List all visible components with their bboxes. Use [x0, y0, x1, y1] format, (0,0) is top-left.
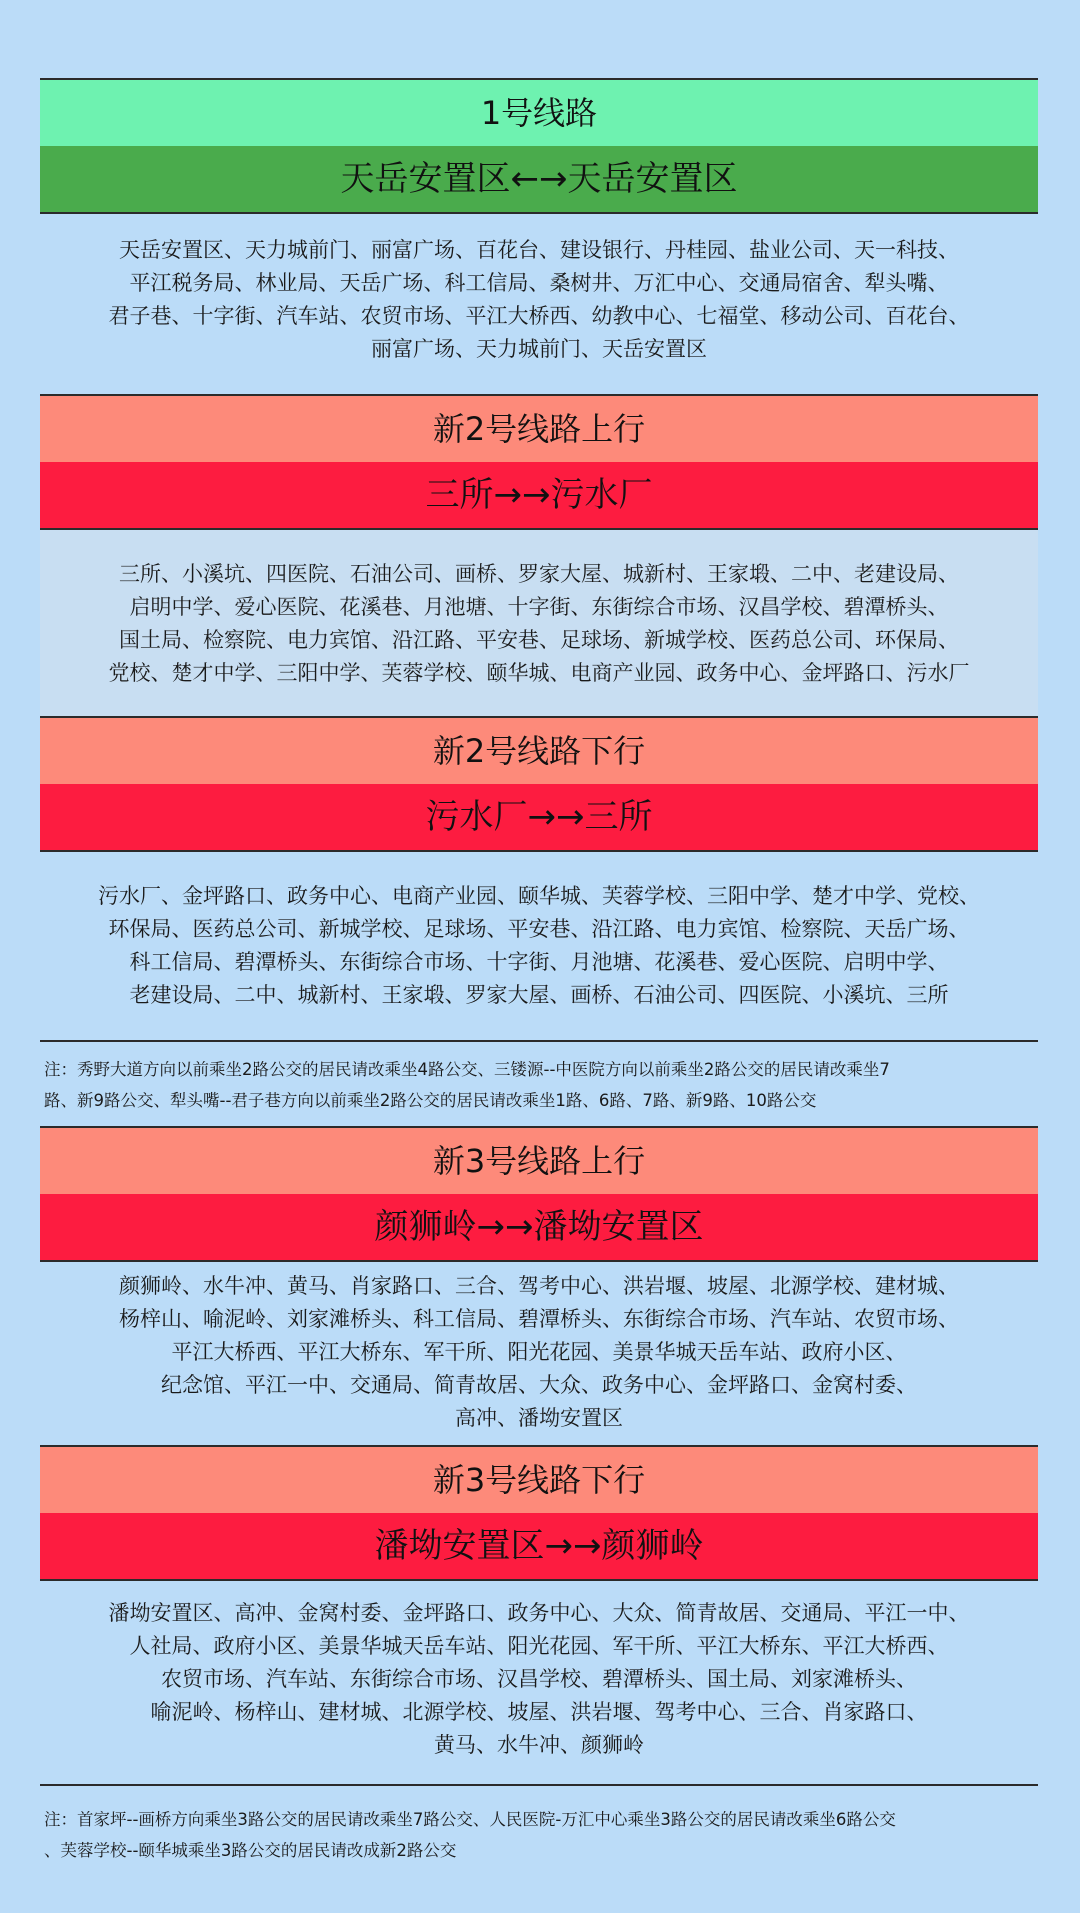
line2-down-route: 污水厂→→三所: [40, 784, 1038, 852]
line3-down-route: 潘坳安置区→→颜狮岭: [40, 1513, 1038, 1581]
stops-line: 环保局、医药总公司、新城学校、足球场、平安巷、沿江路、电力宾馆、检察院、天岳广场、: [108, 917, 970, 941]
stops-line: 国土局、检察院、电力宾馆、沿江路、平安巷、足球场、新城学校、医药总公司、环保局、: [119, 628, 959, 652]
line3-note: [40, 1784, 1038, 1876]
line1-route: 天岳安置区←→天岳安置区: [40, 146, 1038, 214]
note-line: 路、新9路公交、犁头嘴--君子巷方向以前乘坐2路公交的居民请改乘坐1路、6路、7路、新9路、10路公交: [44, 1091, 817, 1110]
line3-up-title: 新3号线路上行: [40, 1126, 1038, 1194]
stops-line: 三所、小溪坑、四医院、石油公司、画桥、罗家大屋、城新村、王家塅、二中、老建设局、: [119, 562, 959, 586]
bus-routes-page: [40, 78, 1038, 1876]
note-line: 注：秀野大道方向以前乘坐2路公交的居民请改乘坐4路公交、三镂源--中医院方向以前乘坐2路公交的居民请改乘坐7: [44, 1060, 890, 1079]
stops-line: 黄马、水牛冲、颜狮岭: [434, 1733, 644, 1757]
stops-line: 老建设局、二中、城新村、王家塅、罗家大屋、画桥、石油公司、四医院、小溪坑、三所: [129, 983, 949, 1007]
stops-line: 潘坳安置区、高冲、金窝村委、金坪路口、政务中心、大众、简青故居、交通局、平江一中、: [108, 1601, 970, 1625]
line3-up-section: [40, 1126, 1038, 1445]
stops-line: 天岳安置区、天力城前门、丽富广场、百花台、建设银行、丹桂园、盐业公司、天一科技、: [119, 238, 959, 262]
stops-line: 丽富广场、天力城前门、天岳安置区: [371, 337, 707, 361]
stops-line: 人社局、政府小区、美景华城天岳车站、阳光花园、军干所、平江大桥东、平江大桥西、: [129, 1634, 949, 1658]
line2-up-stops: [40, 530, 1038, 716]
line2-note: [40, 1040, 1038, 1126]
stops-line: 启明中学、爱心医院、花溪巷、月池塘、十字街、东街综合市场、汉昌学校、碧潭桥头、: [129, 595, 949, 619]
stops-line: 杨梓山、喻泥岭、刘家滩桥头、科工信局、碧潭桥头、东街综合市场、汽车站、农贸市场、: [119, 1307, 959, 1331]
stops-line: 君子巷、十字街、汽车站、农贸市场、平江大桥西、幼教中心、七福堂、移动公司、百花台、: [108, 304, 970, 328]
line2-down-stops: [40, 852, 1038, 1040]
note-line: 注：首家坪--画桥方向乘坐3路公交的居民请改乘坐7路公交、人民医院-万汇中心乘坐3路公交的居民请改乘坐6路公交: [44, 1810, 896, 1829]
line3-down-title: 新3号线路下行: [40, 1445, 1038, 1513]
line2-down-title: 新2号线路下行: [40, 716, 1038, 784]
line1-title: 1号线路: [40, 78, 1038, 146]
stops-line: 党校、楚才中学、三阳中学、芙蓉学校、颐华城、电商产业园、政务中心、金坪路口、污水厂: [108, 661, 970, 685]
stops-line: 平江大桥西、平江大桥东、军干所、阳光花园、美景华城天岳车站、政府小区、: [171, 1340, 907, 1364]
stops-line: 高冲、潘坳安置区: [455, 1406, 623, 1430]
line2-up-section: [40, 394, 1038, 716]
stops-line: 污水厂、金坪路口、政务中心、电商产业园、颐华城、芙蓉学校、三阳中学、楚才中学、党校、: [98, 884, 980, 908]
line1-section: [40, 78, 1038, 394]
stops-line: 颜狮岭、水牛冲、黄马、肖家路口、三合、驾考中心、洪岩堰、坡屋、北源学校、建材城、: [119, 1274, 959, 1298]
stops-line: 科工信局、碧潭桥头、东街综合市场、十字街、月池塘、花溪巷、爱心医院、启明中学、: [129, 950, 949, 974]
line3-up-stops: [40, 1262, 1038, 1445]
line3-up-route: 颜狮岭→→潘坳安置区: [40, 1194, 1038, 1262]
line1-stops: [40, 214, 1038, 394]
stops-line: 平江税务局、林业局、天岳广场、科工信局、桑树井、万汇中心、交通局宿舍、犁头嘴、: [129, 271, 949, 295]
line2-up-title: 新2号线路上行: [40, 394, 1038, 462]
line3-down-section: [40, 1445, 1038, 1784]
line2-down-section: [40, 716, 1038, 1040]
stops-line: 农贸市场、汽车站、东街综合市场、汉昌学校、碧潭桥头、国土局、刘家滩桥头、: [161, 1667, 917, 1691]
note-line: 、芙蓉学校--颐华城乘坐3路公交的居民请改成新2路公交: [44, 1841, 457, 1860]
stops-line: 纪念馆、平江一中、交通局、简青故居、大众、政务中心、金坪路口、金窝村委、: [161, 1373, 917, 1397]
stops-line: 喻泥岭、杨梓山、建材城、北源学校、坡屋、洪岩堰、驾考中心、三合、肖家路口、: [150, 1700, 928, 1724]
line2-up-route: 三所→→污水厂: [40, 462, 1038, 530]
line3-down-stops: [40, 1581, 1038, 1784]
